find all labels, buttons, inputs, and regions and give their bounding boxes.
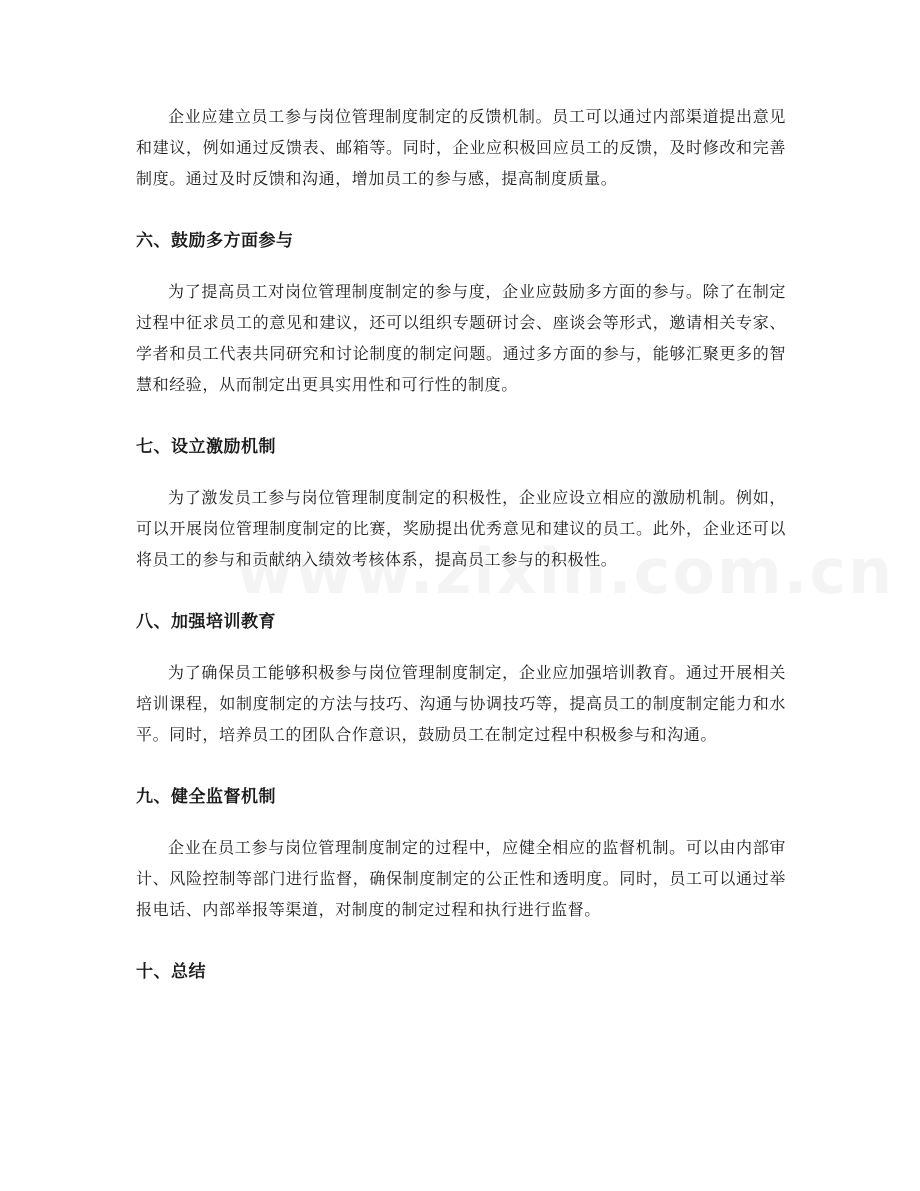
section-heading-7: 七、设立激励机制	[136, 437, 276, 457]
paragraph-supervision-mechanism: 企业在员工参与岗位管理制度制定的过程中，应健全相应的监督机制。可以由内部审计、风险控制等部门进行监督，确保制度制定的公正性和透明度。同时，员工可以通过举报电话、内部举报等渠道，对制度的制定过程和执行进行监督。	[136, 838, 786, 919]
document-body	[136, 101, 786, 985]
section-heading-8: 八、加强培训教育	[136, 612, 276, 632]
section-heading-6: 六、鼓励多方面参与	[136, 231, 294, 251]
paragraph-training-education: 为了确保员工能够积极参与岗位管理制度制定，企业应加强培训教育。通过开展相关培训课程，如制度制定的方法与技巧、沟通与协调技巧等，提高员工的制度制定能力和水平。同时，培养员工的团队合作意识，鼓励员工在制定过程中积极参与和沟通。	[136, 663, 786, 744]
section-heading-10: 十、总结	[136, 962, 206, 982]
paragraph-incentive-mechanism: 为了激发员工参与岗位管理制度制定的积极性，企业应设立相应的激励机制。例如，可以开展岗位管理制度制定的比赛，奖励提出优秀意见和建议的员工。此外，企业还可以将员工的参与和贡献纳入绩效考核体系，提高员工参与的积极性。	[136, 488, 786, 569]
section-heading-9: 九、健全监督机制	[136, 787, 276, 807]
paragraph-feedback-mechanism: 企业应建立员工参与岗位管理制度制定的反馈机制。员工可以通过内部渠道提出意见和建议，例如通过反馈表、邮箱等。同时，企业应积极回应员工的反馈，及时修改和完善制度。通过及时反馈和沟通，增加员工的参与感，提高制度质量。	[136, 107, 786, 188]
paragraph-multi-participation: 为了提高员工对岗位管理制度制定的参与度，企业应鼓励多方面的参与。除了在制定过程中征求员工的意见和建议，还可以组织专题研讨会、座谈会等形式，邀请相关专家、学者和员工代表共同研究和讨论制度的制定问题。通过多方面的参与，能够汇聚更多的智慧和经验，从而制定出更具实用性和可行性的制度。	[136, 282, 786, 394]
